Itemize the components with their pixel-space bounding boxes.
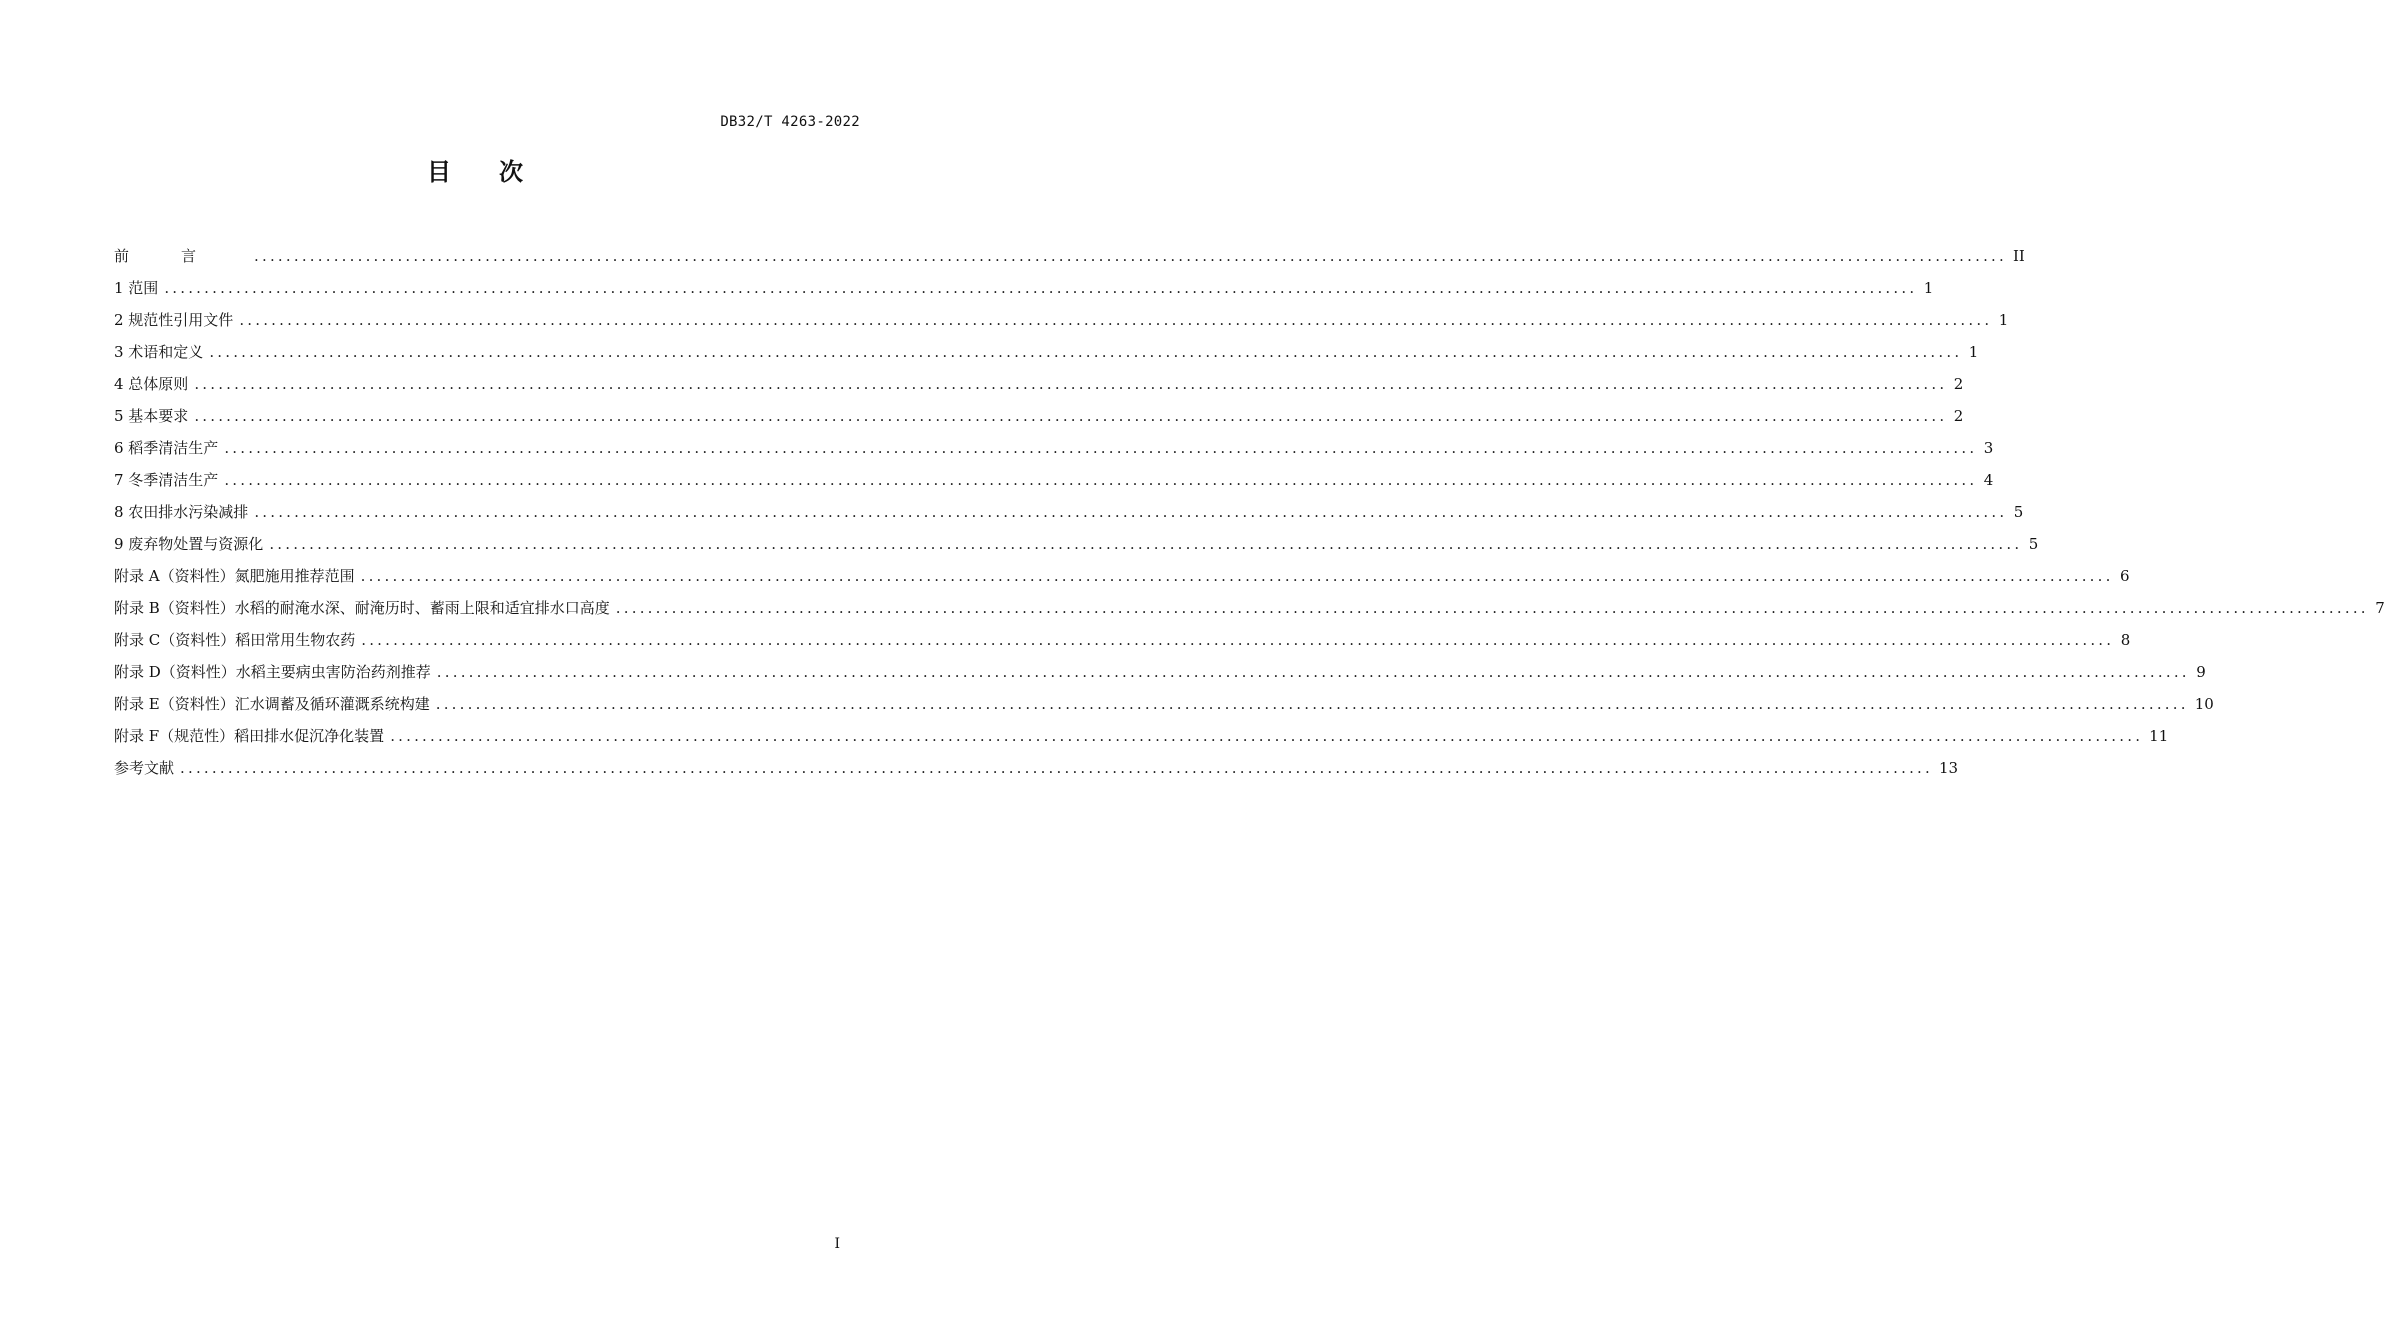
table-of-contents [114, 238, 2385, 782]
toc-entry-page: 13 [1939, 759, 1959, 777]
toc-entry-label: 4 总体原则 [114, 375, 189, 393]
toc-entry-page: 1 [1998, 311, 2009, 329]
toc-entry-label: 附录 D（资料性）水稻主要病虫害防治药剂推荐 [114, 663, 431, 681]
toc-entry[interactable] [114, 430, 1994, 462]
toc-entry[interactable] [114, 462, 1994, 494]
toc-entry-page: 8 [2120, 631, 2131, 649]
toc-entry-label: 附录 A（资料性）氮肥施用推荐范围 [114, 567, 355, 585]
toc-entry-label: 附录 F（规范性）稻田排水促沉净化装置 [114, 727, 385, 745]
toc-entry-label: 附录 E（资料性）汇水调蓄及循环灌溉系统构建 [114, 695, 430, 713]
toc-dot-leader: ............................................................................................................................................................................................................................ [435, 695, 2189, 713]
toc-entry-label: 6 稻季清洁生产 [114, 439, 219, 457]
toc-entry[interactable] [114, 558, 2130, 590]
toc-entry[interactable] [114, 622, 2131, 654]
toc-dot-leader: ............................................................................................................................................................................................................................ [254, 503, 2008, 521]
toc-entry-page: 10 [2194, 695, 2214, 713]
toc-entry-page: 6 [2120, 567, 2130, 585]
toc-dot-leader: ............................................................................................................................................................................................................................ [224, 471, 1978, 489]
toc-entry[interactable] [114, 238, 2025, 270]
toc-entry-page: 2 [1953, 407, 1964, 425]
toc-entry-label: 附录 C（资料性）稻田常用生物农药 [114, 631, 356, 649]
toc-dot-leader: ............................................................................................................................................................................................................................ [224, 439, 1978, 457]
toc-dot-leader: ............................................................................................................................................................................................................................ [194, 375, 1948, 393]
toc-entry-label: 1 范围 [114, 279, 159, 297]
toc-dot-leader: ............................................................................................................................................................................................................................ [615, 599, 2369, 617]
toc-entry-page: 5 [2028, 535, 2039, 553]
toc-entry-label: 7 冬季清洁生产 [114, 471, 219, 489]
toc-entry-page: 3 [1983, 439, 1994, 457]
toc-entry-label: 参考文献 [114, 759, 175, 777]
toc-entry-page: 5 [2013, 503, 2024, 521]
toc-dot-leader: ............................................................................................................................................................................................................................ [209, 343, 1963, 361]
toc-entry-label: 8 农田排水污染减排 [114, 503, 249, 521]
toc-entry[interactable] [114, 750, 1959, 782]
toc-entry[interactable] [114, 398, 1964, 430]
toc-dot-leader: ............................................................................................................................................................................................................................ [436, 663, 2190, 681]
toc-entry[interactable] [114, 718, 2169, 750]
page-number: I [834, 1236, 840, 1252]
toc-dot-leader: ............................................................................................................................................................................................................................ [180, 759, 1933, 777]
toc-entry[interactable] [114, 270, 1934, 302]
toc-entry-label: 前言 [114, 247, 249, 265]
toc-entry-page: 2 [1953, 375, 1964, 393]
toc-entry[interactable] [114, 366, 1964, 398]
toc-entry-page: 7 [2375, 599, 2385, 617]
toc-entry-page: 9 [2196, 663, 2206, 681]
toc-entry-page: II [2013, 247, 2025, 265]
toc-entry-label: 3 术语和定义 [114, 343, 204, 361]
page-title: 目次 [427, 158, 571, 186]
toc-dot-leader: ............................................................................................................................................................................................................................ [164, 279, 1918, 297]
toc-entry-page: 1 [1923, 279, 1934, 297]
toc-entry[interactable] [114, 654, 2206, 686]
toc-entry[interactable] [114, 686, 2214, 718]
toc-dot-leader: ............................................................................................................................................................................................................................ [361, 631, 2115, 649]
toc-entry-page: 1 [1968, 343, 1979, 361]
toc-entry[interactable] [114, 302, 2009, 334]
toc-entry-label: 2 规范性引用文件 [114, 311, 234, 329]
toc-dot-leader: ............................................................................................................................................................................................................................ [254, 247, 2007, 265]
toc-entry[interactable] [114, 526, 2039, 558]
toc-entry[interactable] [114, 334, 1979, 366]
toc-entry-label: 9 废弃物处置与资源化 [114, 535, 264, 553]
toc-entry-label: 附录 B（资料性）水稻的耐淹水深、耐淹历时、蓄雨上限和适宜排水口高度 [114, 599, 610, 617]
toc-dot-leader: ............................................................................................................................................................................................................................ [390, 727, 2144, 745]
toc-dot-leader: ............................................................................................................................................................................................................................ [360, 567, 2114, 585]
toc-dot-leader: ............................................................................................................................................................................................................................ [239, 311, 1993, 329]
toc-entry[interactable] [114, 590, 2385, 622]
toc-entry-page: 11 [2149, 727, 2169, 745]
document-code: DB32/T 4263-2022 [720, 114, 860, 130]
toc-entry[interactable] [114, 494, 2024, 526]
toc-entry-page: 4 [1983, 471, 1994, 489]
toc-dot-leader: ............................................................................................................................................................................................................................ [194, 407, 1948, 425]
toc-entry-label: 5 基本要求 [114, 407, 189, 425]
toc-dot-leader: ............................................................................................................................................................................................................................ [269, 535, 2023, 553]
